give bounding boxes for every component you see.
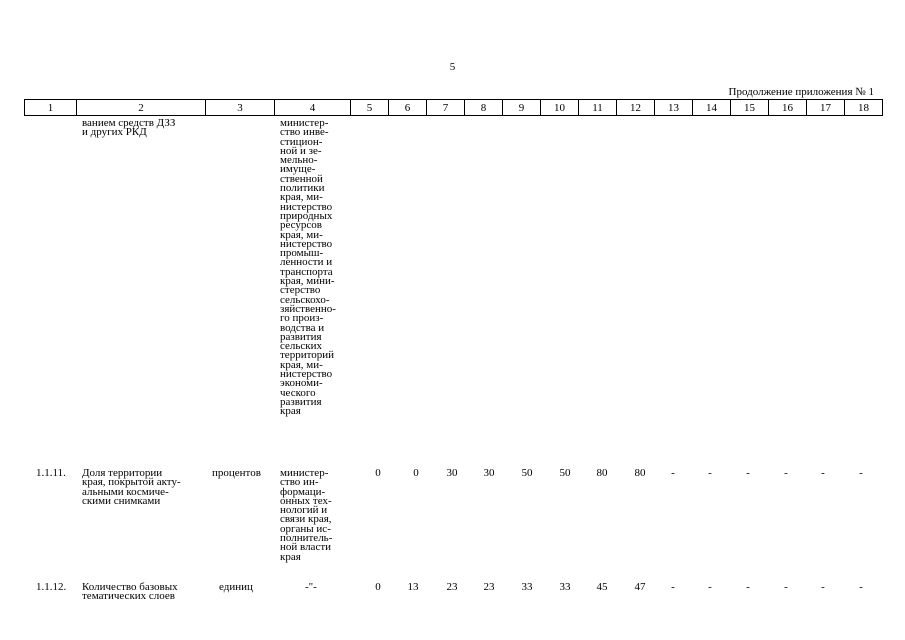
column-number: 8 [465,100,503,116]
executor-text: министер- ство инве- стицион- ной и зе- мельно- имуще- ственной политики края, ми- нистерство природных ресурсов края, ми- нистерство промыш- ленности и транспорта края, мини- стерство сельскохо- зяйственно- го произ- водства и развития сельских территорий края, ми- нистерство экономи- ческого развития края [280,117,336,418]
indicator-number: 1.1.11. [36,467,66,479]
value-cell: 80 [634,467,646,479]
value-cell: 33 [559,581,571,593]
value-cell: 23 [446,581,458,593]
executor-text: министер- ство ин- формаци- онных тех- нологий и связи края, органы ис- полнитель- ной власти края [280,467,333,563]
column-number: 17 [807,100,845,116]
value-cell: 30 [446,467,458,479]
value-cell: 50 [559,467,571,479]
column-number: 12 [617,100,655,116]
unit-text: процентов [212,467,261,479]
value-cell: 45 [596,581,608,593]
unit-text: единиц [219,581,253,593]
value-cell: - [708,467,712,479]
column-number: 15 [731,100,769,116]
column-number: 7 [427,100,465,116]
column-number: 5 [351,100,389,116]
indicator-name: ванием средств ДЗЗ и других РКД [82,117,176,139]
column-number: 4 [275,100,351,116]
value-cell: - [671,467,675,479]
column-number: 2 [77,100,206,116]
value-cell: - [821,467,825,479]
value-cell: - [746,581,750,593]
column-number: 10 [541,100,579,116]
value-cell: - [859,581,863,593]
column-number: 14 [693,100,731,116]
value-cell: 0 [375,581,381,593]
value-cell: - [859,467,863,479]
value-cell: - [708,581,712,593]
value-cell: 47 [634,581,646,593]
executor-text: -"- [305,581,317,593]
value-cell: - [784,581,788,593]
value-cell: 50 [521,467,533,479]
page-number: 5 [449,61,456,73]
value-cell: 0 [375,467,381,479]
value-cell: 0 [413,467,419,479]
indicator-name: Количество базовых тематических слоев [82,581,178,603]
column-number: 1 [25,100,77,116]
value-cell: 80 [596,467,608,479]
value-cell: 30 [483,467,495,479]
value-cell: 33 [521,581,533,593]
value-cell: 23 [483,581,495,593]
column-number: 9 [503,100,541,116]
continuation-caption: Продолжение приложения № 1 [728,86,874,98]
column-number: 18 [845,100,883,116]
column-number: 16 [769,100,807,116]
indicator-name: Доля территории края, покрытой акту- альными космиче- скими снимками [82,467,181,507]
value-cell: - [746,467,750,479]
value-cell: 13 [407,581,419,593]
value-cell: - [671,581,675,593]
value-cell: - [821,581,825,593]
value-cell: - [784,467,788,479]
indicator-number: 1.1.12. [36,581,67,593]
column-number: 6 [389,100,427,116]
column-number: 11 [579,100,617,116]
column-number: 13 [655,100,693,116]
column-number: 3 [206,100,275,116]
column-header-row [24,99,883,116]
